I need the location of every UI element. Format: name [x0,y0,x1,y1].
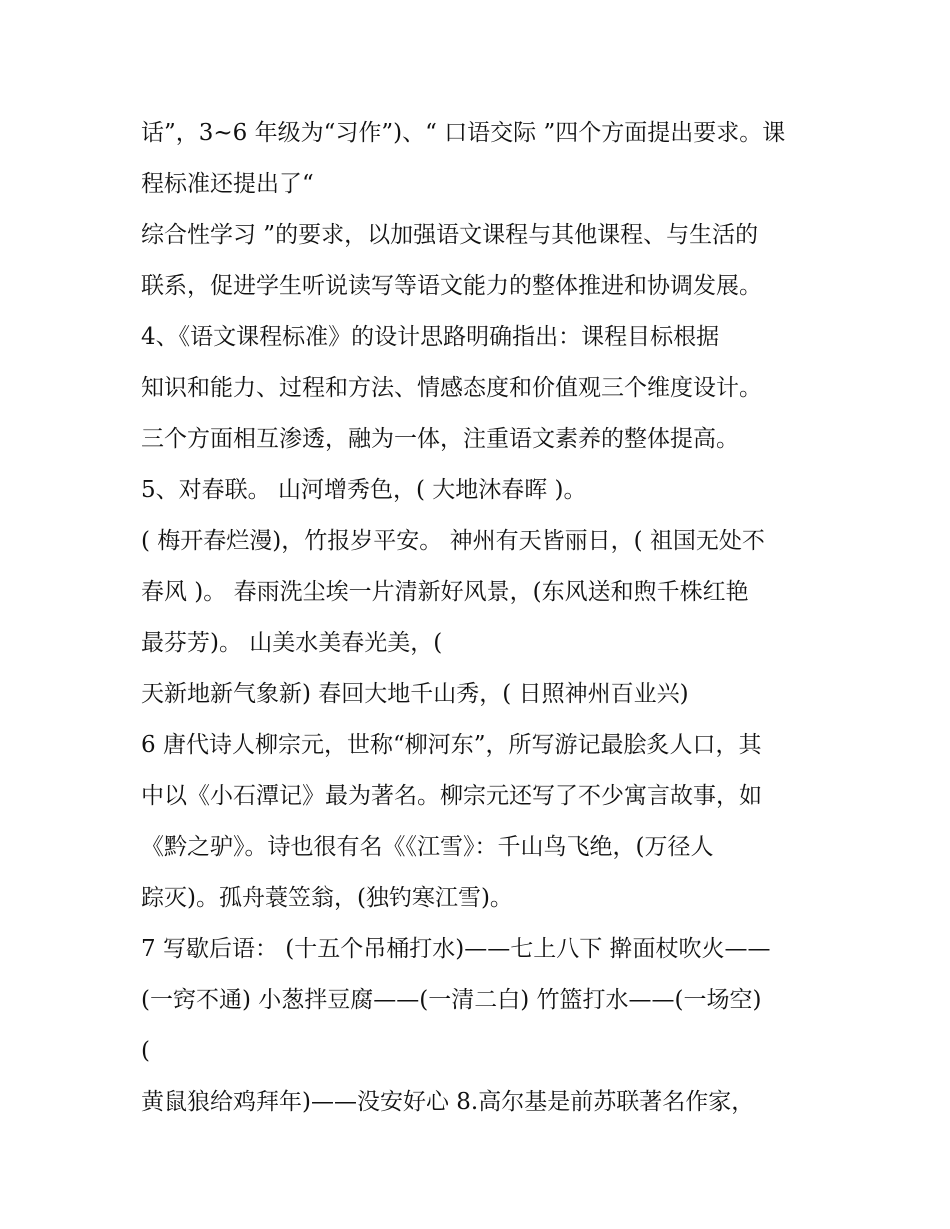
text-line: (一窍不通) 小葱拌豆腐——(一清二白) 竹篮打水——(一场空) [141,987,762,1013]
text-line: 最芬芳)。 山美水美春光美，( [141,630,443,656]
text-line: 春风 )。 春雨洗尘埃一片清新好风景，(东风送和煦千株红艳 [141,579,749,605]
text-line: 4、《语文课程标准》的设计思路明确指出：课程目标根据 [141,324,720,350]
text-line: 6 唐代诗人柳宗元，世称“柳河东”，所写游记最脍炙人口，其 [141,732,762,758]
text-line: 黄鼠狼给鸡拜年)——没安好心 8.高尔基是前苏联著名作家， [141,1089,755,1115]
text-line: 知识和能力、过程和方法、情感态度和价值观三个维度设计。 [141,375,762,401]
text-line: ( [141,1038,150,1064]
text-line: 7 写歇后语： (十五个吊桶打水)——七上八下 擀面杖吹火—— [141,936,771,962]
text-line: 话”，3~6 年级为“习作”)、“ 口语交际 ”四个方面提出要求。课 [141,120,786,146]
text-line: 《黔之驴》。诗也很有名《《江雪》：千山鸟飞绝，(万径人 [141,834,714,860]
text-line: 综合性学习 ”的要求，以加强语文课程与其他课程、与生活的 [141,222,759,248]
text-line: 天新地新气象新) 春回大地千山秀，( 日照神州百业兴) [141,681,689,707]
text-line: 5、对春联。 山河增秀色，( 大地沐春晖 )。 [141,477,587,503]
text-line: 踪灭)。孤舟蓑笠翁，(独钓寒江雪)。 [141,885,513,911]
text-line: 程标准还提出了“ [141,171,314,197]
text-line: 联系，促进学生听说读写等语文能力的整体推进和协调发展。 [141,273,762,299]
text-line: ( 梅开春烂漫)，竹报岁平安。 神州有天皆丽日，( 祖国无处不 [141,528,765,554]
text-line: 三个方面相互渗透，融为一体，注重语文素养的整体提高。 [141,426,739,452]
text-line: 中以《小石潭记》最为著名。柳宗元还写了不少寓言故事，如 [141,783,762,809]
document-body [141,108,831,1128]
